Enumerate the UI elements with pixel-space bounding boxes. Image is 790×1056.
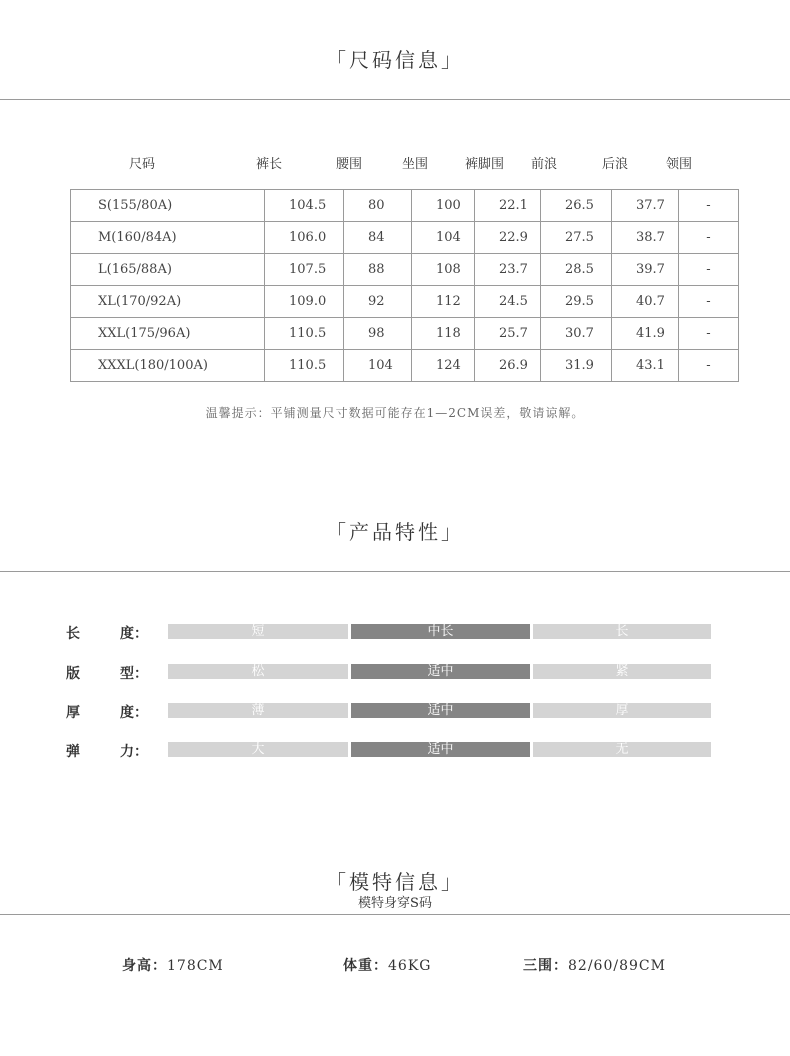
measure-cell: 88 <box>344 254 412 286</box>
attribute-option-selected: 适中 <box>351 742 530 757</box>
model-height-label: 身高： <box>122 958 167 974</box>
measure-cell: 104 <box>344 350 412 382</box>
table-row <box>71 222 739 254</box>
measure-cell: 106.0 <box>265 222 344 254</box>
measure-cell: 22.1 <box>475 190 541 222</box>
attribute-option: 薄 <box>168 703 348 718</box>
measure-cell: - <box>679 222 739 254</box>
model-height-value: 178CM <box>167 958 224 974</box>
measure-cell: 40.7 <box>612 286 679 318</box>
size-cell: XXXL(180/100A) <box>71 350 265 382</box>
attribute-option: 短 <box>168 624 348 639</box>
measure-cell: 104.5 <box>265 190 344 222</box>
model-weight-value: 46KG <box>388 958 432 974</box>
attribute-option: 大 <box>168 742 348 757</box>
measure-cell: 30.7 <box>541 318 612 350</box>
size-cell: L(165/88A) <box>71 254 265 286</box>
table-row <box>71 254 739 286</box>
size-section-title: 「尺码信息」 <box>326 48 464 72</box>
measure-cell: 31.9 <box>541 350 612 382</box>
measure-cell: 108 <box>412 254 475 286</box>
measure-cell: 124 <box>412 350 475 382</box>
attribute-option: 紧 <box>533 664 711 679</box>
header-leg-opening: 裤脚围 <box>465 157 505 172</box>
model-height <box>122 955 224 975</box>
measure-cell: 26.9 <box>475 350 541 382</box>
header-hip: 坐围 <box>402 157 429 172</box>
size-cell: S(155/80A) <box>71 190 265 222</box>
measure-cell: 118 <box>412 318 475 350</box>
measure-cell: - <box>679 286 739 318</box>
measure-cell: 23.7 <box>475 254 541 286</box>
measure-cell: 104 <box>412 222 475 254</box>
measure-cell: 37.7 <box>612 190 679 222</box>
attribute-label-b: 型： <box>120 666 148 682</box>
measure-cell: 41.9 <box>612 318 679 350</box>
attribute-option-selected: 适中 <box>351 703 530 718</box>
header-waist: 腰围 <box>336 157 363 172</box>
measure-cell: 112 <box>412 286 475 318</box>
measure-cell: 25.7 <box>475 318 541 350</box>
model-subtitle: 模特身穿S码 <box>358 896 432 911</box>
model-weight-label: 体重： <box>343 958 388 974</box>
measure-cell: 98 <box>344 318 412 350</box>
measure-cell: 84 <box>344 222 412 254</box>
features-section-title: 「产品特性」 <box>326 520 464 544</box>
attribute-option-selected: 适中 <box>351 664 530 679</box>
measure-cell: - <box>679 254 739 286</box>
table-row <box>71 350 739 382</box>
measure-cell: 109.0 <box>265 286 344 318</box>
model-measurements <box>523 955 666 975</box>
table-row <box>71 190 739 222</box>
measure-cell: - <box>679 350 739 382</box>
measure-cell: 100 <box>412 190 475 222</box>
measure-cell: 24.5 <box>475 286 541 318</box>
attribute-option: 长 <box>533 624 711 639</box>
attribute-label-a: 厚 <box>66 705 80 721</box>
attribute-option-selected: 中长 <box>351 624 530 639</box>
attribute-label-a: 弹 <box>66 744 80 760</box>
measure-cell: 22.9 <box>475 222 541 254</box>
attribute-label-b: 度： <box>120 626 148 642</box>
model-measure-value: 82/60/89CM <box>568 958 666 974</box>
measure-cell: 107.5 <box>265 254 344 286</box>
table-row <box>71 286 739 318</box>
table-row <box>71 318 739 350</box>
measure-cell: 80 <box>344 190 412 222</box>
size-cell: M(160/84A) <box>71 222 265 254</box>
header-pants-length: 裤长 <box>256 157 283 172</box>
size-note: 温馨提示：平铺测量尺寸数据可能存在1—2CM误差，敬请谅解。 <box>205 406 585 420</box>
measure-cell: - <box>679 190 739 222</box>
size-cell: XXL(175/96A) <box>71 318 265 350</box>
attribute-option: 松 <box>168 664 348 679</box>
measure-cell: 28.5 <box>541 254 612 286</box>
measure-cell: 110.5 <box>265 318 344 350</box>
size-table <box>70 189 739 382</box>
measure-cell: 110.5 <box>265 350 344 382</box>
measure-cell: 43.1 <box>612 350 679 382</box>
attribute-option: 厚 <box>533 703 711 718</box>
measure-cell: 92 <box>344 286 412 318</box>
model-weight <box>343 955 431 975</box>
model-measure-label: 三围： <box>523 958 568 974</box>
measure-cell: - <box>679 318 739 350</box>
features-section-divider <box>0 571 790 572</box>
header-collar: 领围 <box>666 157 693 172</box>
measure-cell: 39.7 <box>612 254 679 286</box>
measure-cell: 29.5 <box>541 286 612 318</box>
size-section-divider <box>0 99 790 100</box>
attribute-label-a: 长 <box>66 626 80 642</box>
attribute-label-b: 度： <box>120 705 148 721</box>
attribute-option: 无 <box>533 742 711 757</box>
size-cell: XL(170/92A) <box>71 286 265 318</box>
measure-cell: 27.5 <box>541 222 612 254</box>
measure-cell: 26.5 <box>541 190 612 222</box>
header-size: 尺码 <box>129 157 156 172</box>
model-section-title: 「模特信息」 <box>326 870 464 894</box>
attribute-label-a: 版 <box>66 666 80 682</box>
model-section-divider <box>0 914 790 915</box>
measure-cell: 38.7 <box>612 222 679 254</box>
attribute-label-b: 力： <box>120 744 148 760</box>
header-back-rise: 后浪 <box>602 157 629 172</box>
header-front-rise: 前浪 <box>531 157 558 172</box>
